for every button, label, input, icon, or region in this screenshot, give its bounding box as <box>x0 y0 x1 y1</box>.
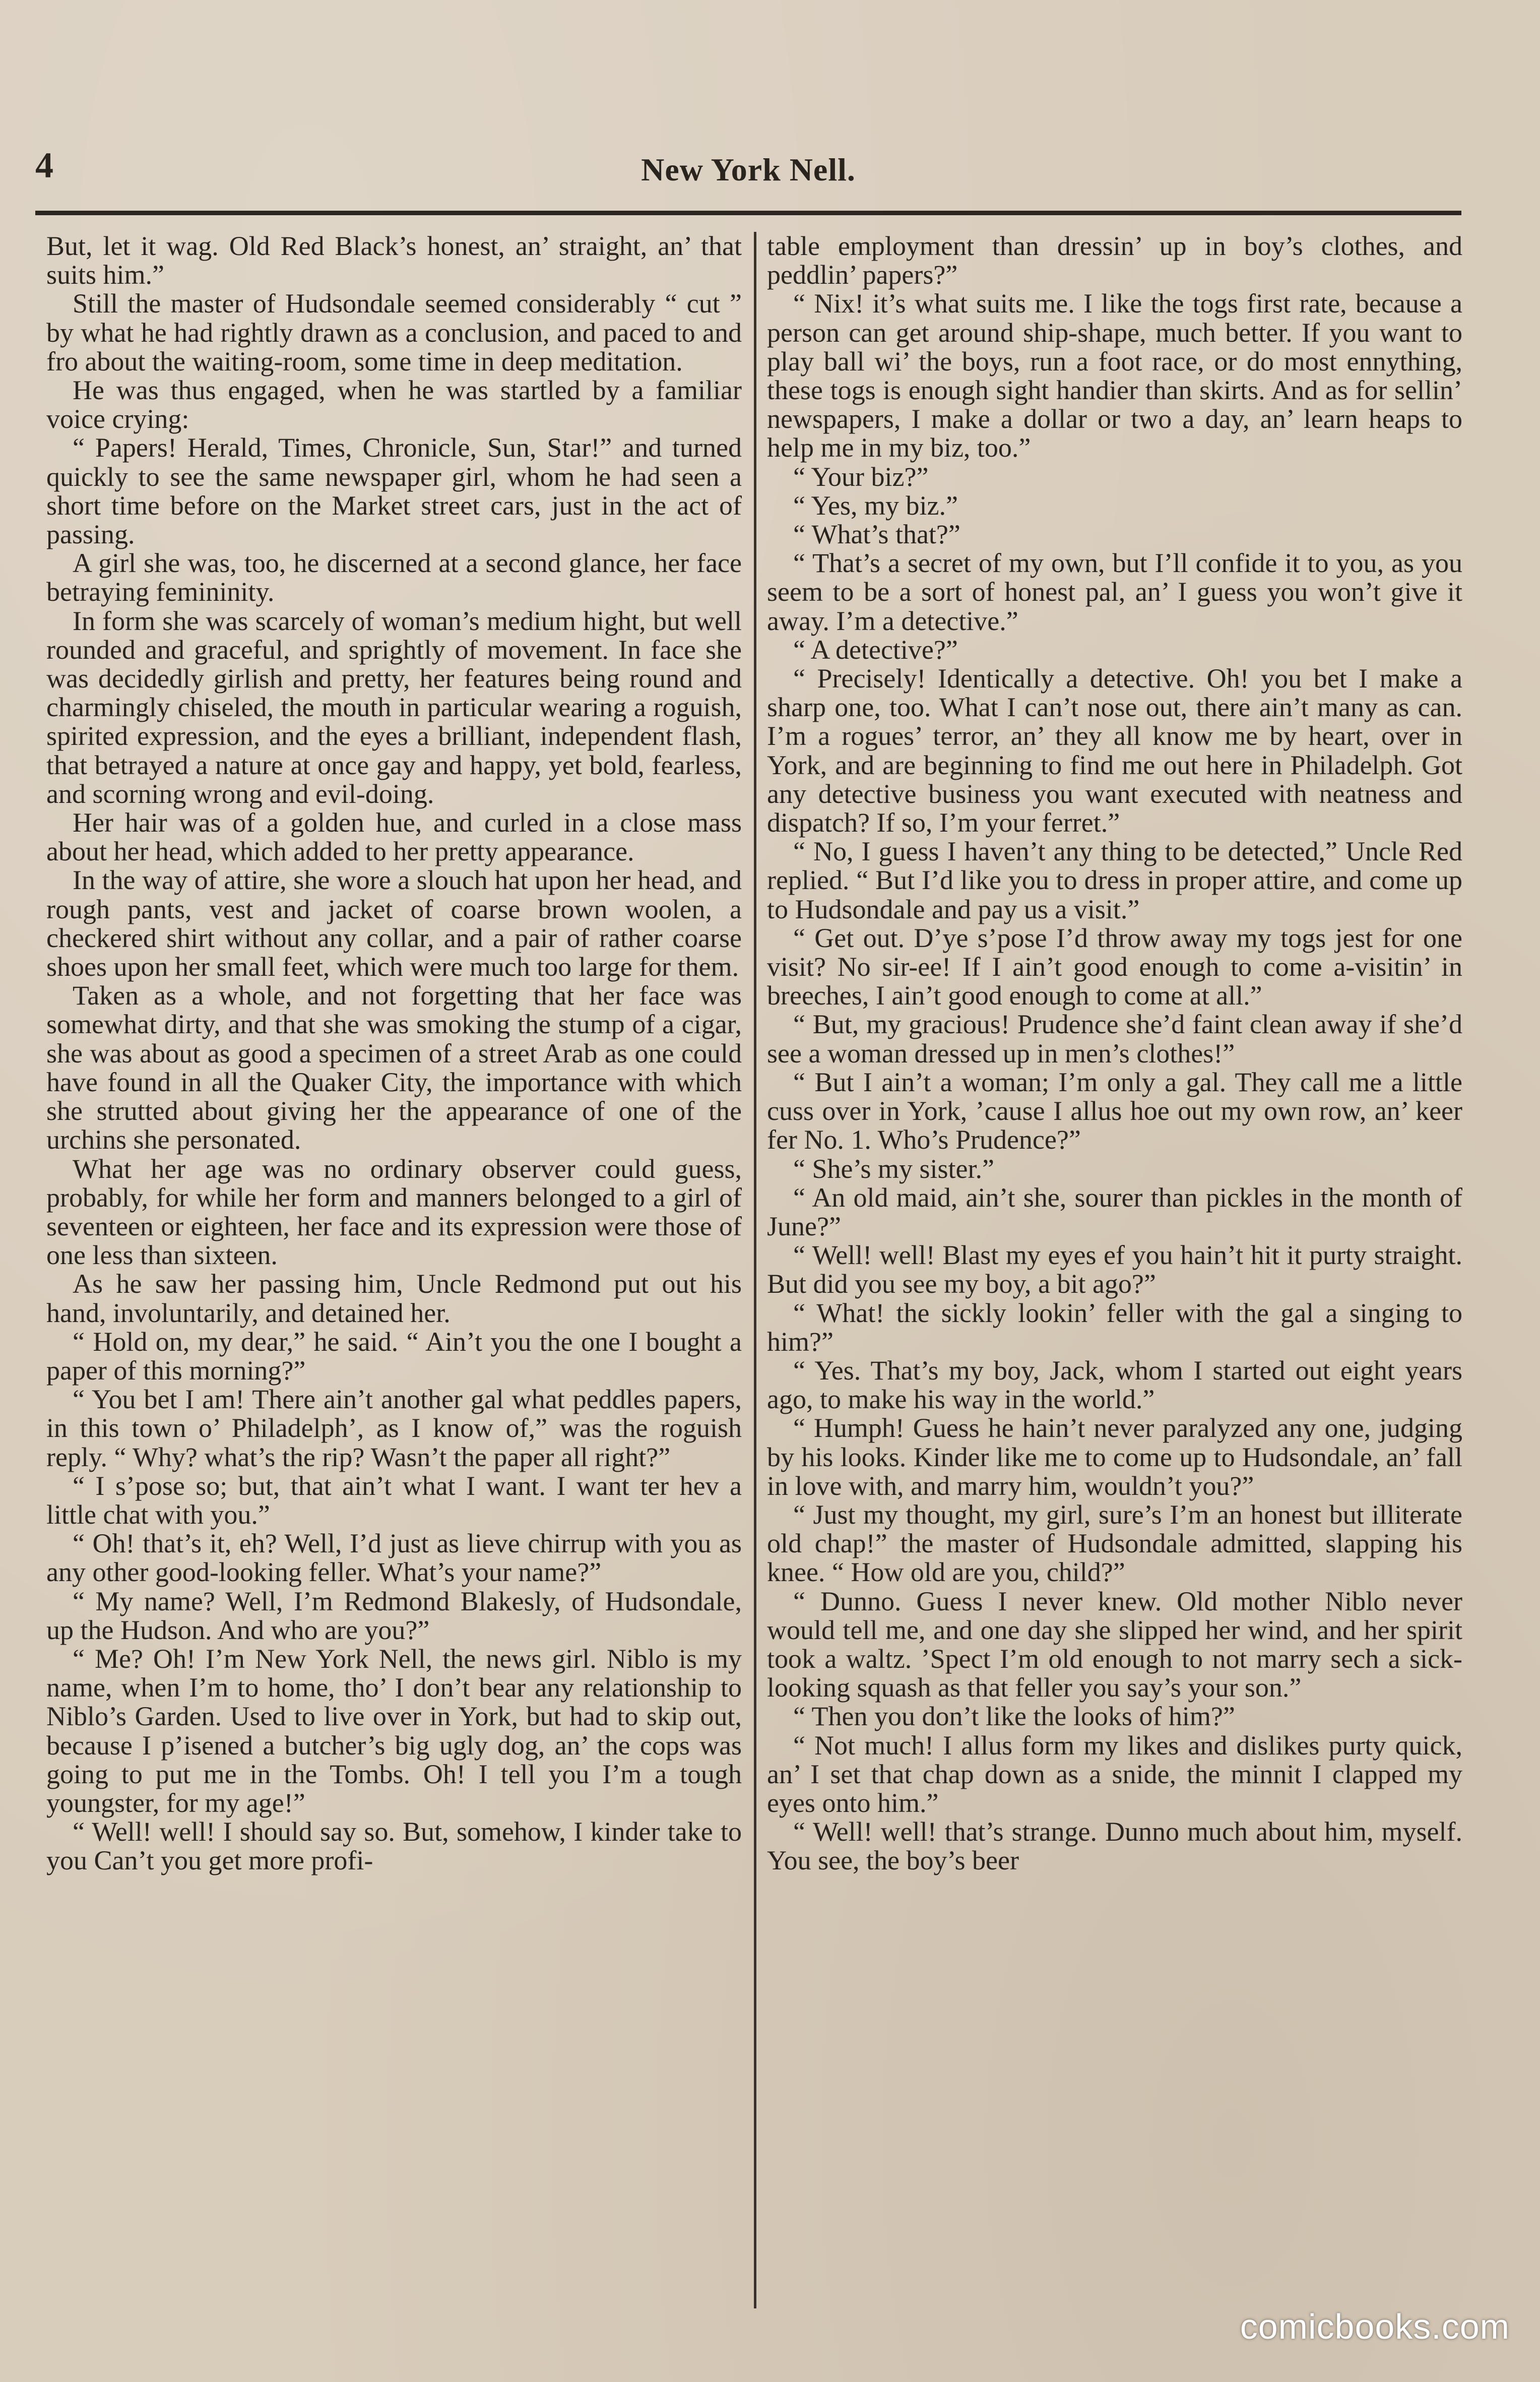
paragraph: “ An old maid, ain’t she, sourer than pickles in the month of June?” <box>767 1182 1462 1241</box>
paragraph: In form she was scarcely of woman’s medium hight, but well rounded and graceful, and sprightly of movement. In face she was decidedly girlish and pretty, her features being round and charmingly chiseled, the mouth in particular wearing a roguish, spirited expression, and the eyes a brilliant, independent flash, that betrayed a nature at once gay and happy, yet bold, fearless, and scorning wrong and evil-doing. <box>46 605 742 809</box>
paragraph: “ She’s my sister.” <box>793 1153 994 1184</box>
paragraph: “ But I ain’t a woman; I’m only a gal. They call me a little cuss over in York, ’cause I allus hoe out my own row, an’ keer fer No. 1. Who’s Prudence?” <box>767 1067 1462 1155</box>
paragraph: Taken as a whole, and not forgetting that her face was somewhat dirty, and that she was smoking the stump of a cigar, she was about as good a specimen of a street Arab as one could have found in all the Quaker City, the importance with which she strutted about giving her the appearance of one of the urchins she personated. <box>46 980 742 1155</box>
paragraph: “ My name? Well, I’m Redmond Blakesly, of Hudsondale, up the Hudson. And who are you?” <box>46 1586 742 1645</box>
right-column <box>767 232 1462 2308</box>
paragraph: “ That’s a secret of my own, but I’ll confide it to you, as you seem to be a sort of honest pal, an’ I guess you won’t give it away. I’m a detective.” <box>767 548 1462 636</box>
paragraph: As he saw her passing him, Uncle Redmond put out his hand, involuntarily, and detained her. <box>46 1269 742 1328</box>
paragraph: Her hair was of a golden hue, and curled in a close mass about her head, which added to her pretty appearance. <box>46 807 742 867</box>
paragraph: “ No, I guess I haven’t any thing to be detected,” Uncle Red replied. “ But I’d like you to dress in proper attire, and come up to Hudsondale and pay us a visit.” <box>767 836 1462 924</box>
paragraph: “ Well! well! Blast my eyes ef you hain’t hit it purty straight. But did you see my boy, a bit ago?” <box>767 1240 1462 1299</box>
paragraph: “ Papers! Herald, Times, Chronicle, Sun, Star!” and turned quickly to see the same newspaper girl, whom he had seen a short time before on the Market street cars, just in the act of passing. <box>46 432 742 550</box>
paragraph: “ Yes, my biz.” <box>793 490 958 521</box>
page-header <box>35 136 1461 212</box>
watermark: comicbooks.com <box>1240 2307 1510 2346</box>
paragraph: “ A detective?” <box>793 634 958 665</box>
paragraph: “ Then you don’t like the looks of him?” <box>793 1701 1235 1732</box>
paragraph: “ Well! well! I should say so. But, somehow, I kinder take to you Can’t you get more profi- <box>46 1816 742 1876</box>
paragraph: “ What! the sickly lookin’ feller with the gal a singing to him?” <box>767 1297 1462 1357</box>
paragraph: “ Dunno. Guess I never knew. Old mother Niblo never would tell me, and one day she slipped her wind, and her spirit took a waltz. ’Spect I’m old enough to not marry sech a sick-looking squash as that feller you say’s your son.” <box>767 1586 1462 1703</box>
paragraph: “ Your biz?” <box>793 461 929 492</box>
paragraph: Still the master of Hudsondale seemed considerably “ cut ” by what he had rightly drawn as a conclusion, and paced to and fro about the waiting-room, some time in deep meditation. <box>46 288 742 377</box>
running-title: New York Nell. <box>641 152 856 187</box>
paragraph: “ You bet I am! There ain’t another gal what peddles papers, in this town o’ Philadelph’, as I know of,” was the roguish reply. “ Why? what’s the rip? Wasn’t the paper all right?” <box>46 1384 742 1472</box>
paragraph: “ Humph! Guess he hain’t never paralyzed any one, judging by his looks. Kinder like me to come up to Hudsondale, an’ fall in love with, and marry him, wouldn’t you?” <box>767 1413 1462 1501</box>
paragraph: “ Get out. D’ye s’pose I’d throw away my togs jest for one visit? No sir-ee! If I ain’t good enough to come a-visitin’ in breeches, I ain’t good enough to come at all.” <box>767 922 1462 1011</box>
paragraph: A girl she was, too, he discerned at a second glance, her face betraying femininity. <box>46 548 742 607</box>
paragraph: But, let it wag. Old Red Black’s honest, an’ straight, an’ that suits him.” <box>46 232 742 290</box>
paragraph: In the way of attire, she wore a slouch hat upon her head, and rough pants, vest and jacket of coarse brown woolen, a checkered shirt without any collar, and a pair of rather coarse shoes upon her small feet, which were much too large for them. <box>46 865 742 982</box>
column-divider <box>754 232 756 2308</box>
paragraph: “ Yes. That’s my boy, Jack, whom I started out eight years ago, to make his way in the world.” <box>767 1355 1462 1415</box>
paragraph: “ Hold on, my dear,” he said. “ Ain’t you the one I bought a paper of this morning?” <box>46 1326 742 1386</box>
paragraph: “ Nix! it’s what suits me. I like the togs first rate, because a person can get around ship-shape, much better. If you want to play ball wi’ the boys, run a foot race, or do most ennything, these togs is enough sight handier than skirts. And as for sellin’ newspapers, I make a dollar or two a day, an’ learn heaps to help me in my biz, too.” <box>767 288 1462 463</box>
paragraph: What her age was no ordinary observer could guess, probably, for while her form and manners belonged to a girl of seventeen or eighteen, her face and its expression were those of one less than sixteen. <box>46 1153 742 1271</box>
paragraph: He was thus engaged, when he was startled by a familiar voice crying: <box>46 375 742 434</box>
paragraph: “ Not much! I allus form my likes and dislikes purty quick, an’ I set that chap down as a snide, the minnit I clapped my eyes onto him.” <box>767 1730 1462 1818</box>
paragraph: “ Well! well! that’s strange. Dunno much about him, myself. You see, the boy’s beer <box>767 1816 1462 1876</box>
paragraph: “ Precisely! Identically a detective. Oh! you bet I make a sharp one, too. What I can’t nose out, there ain’t many as can. I’m a rogues’ terror, an’ they all know me by heart, over in York, and are beginning to find me out here in Philadelph. Got any detective business you want executed with neatness and dispatch? If so, I’m your ferret.” <box>767 663 1462 838</box>
header-rule <box>35 211 1461 215</box>
left-column <box>46 232 742 2308</box>
paragraph: “ Just my thought, my girl, sure’s I’m an honest but illiterate old chap!” the master of Hudsondale admitted, slapping his knee. “ How old are you, child?” <box>767 1499 1462 1588</box>
paragraph: “ I s’pose so; but, that ain’t what I want. I want ter hev a little chat with you.” <box>46 1470 742 1530</box>
paragraph: “ What’s that?” <box>793 519 960 550</box>
paragraph: “ But, my gracious! Prudence she’d faint clean away if she’d see a woman dressed up in men’s clothes!” <box>767 1009 1462 1069</box>
paragraph: table employment than dressin’ up in boy’s clothes, and peddlin’ papers?” <box>767 232 1462 290</box>
paragraph: “ Me? Oh! I’m New York Nell, the news girl. Niblo is my name, when I’m to home, tho’ I don’t bear any relationship to Niblo’s Garden. Used to live over in York, but had to skip out, because I p’isened a butcher’s big ugly dog, an’ the cops was going to put me in the Tombs. Oh! I tell you I’m a tough youngster, for my age!” <box>46 1643 742 1818</box>
page-number: 4 <box>35 145 53 185</box>
paragraph: “ Oh! that’s it, eh? Well, I’d just as lieve chirrup with you as any other good-looking feller. What’s your name?” <box>46 1528 742 1588</box>
